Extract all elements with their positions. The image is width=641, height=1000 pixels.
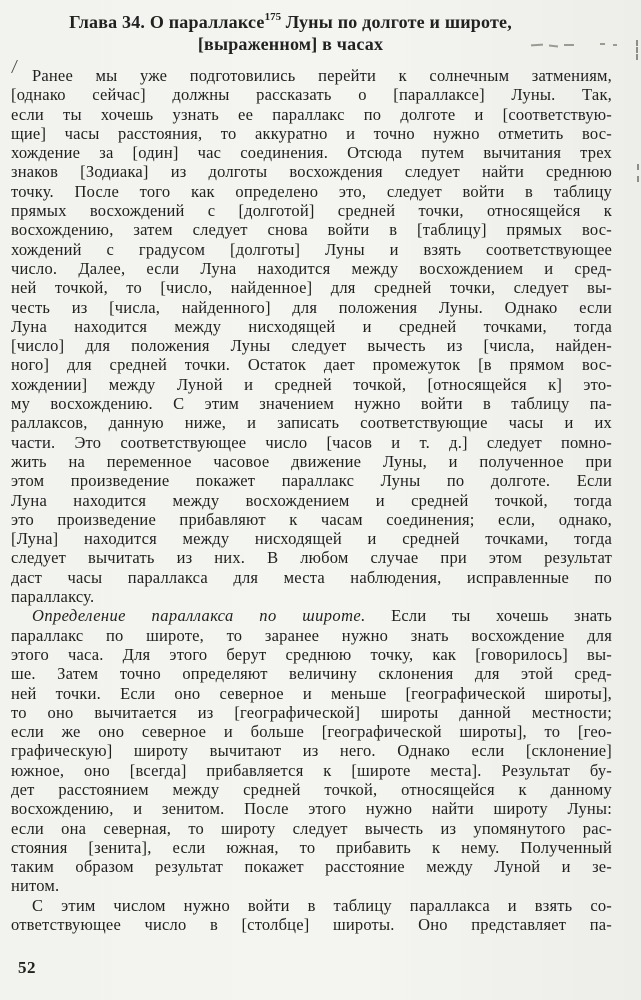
text-line: му восхождению. С этим значением нужно войти в таблицу па- <box>11 394 612 414</box>
text-line: это произведение прибавляют к часам соединения; если, однако, <box>11 509 612 529</box>
text-line: Ранее мы уже подготовились перейти к солнечным затмениям, <box>32 66 612 85</box>
text-line: точку. После того как определено это, следует войти в таблицу <box>11 181 612 201</box>
text-line: восхождению, затем следует снова войти в [таблицу] прямых вос- <box>11 220 612 240</box>
text-line: ответствующее число в [столбце] широты. Оно представляет па- <box>11 915 612 935</box>
footnote-reference: 175 <box>264 11 282 23</box>
text-line: щие] часы расстояния, то аккуратно и точно нужно отметить вос- <box>11 123 612 143</box>
text-line: параллакс по широте, то заранее нужно знать восхождение для <box>11 625 612 645</box>
text-line: то оно вычитается из [географической] широты данной местности; <box>11 702 612 722</box>
text-line: если она северная, то широту следует вычесть из упомянутого рас- <box>11 818 612 838</box>
body-text <box>11 66 612 934</box>
text-line: даст часы параллакса для места наблюдения, исправленные по <box>11 567 612 587</box>
text-line: ного] для средней точки. Остаток дает промежуток [в прямом вос- <box>11 355 612 375</box>
text-line: ней точки. Если оно северное и меньше [географической широты], <box>11 683 612 703</box>
scan-artifact-dash <box>613 44 617 46</box>
text-line: Луна находится между нисходящей и средней точками, тогда <box>11 316 612 336</box>
text-line: [Луна] находится между нисходящей и средней точками, тогда <box>11 529 612 549</box>
text-line: графическую] широту вычитают из него. Однако если [склонение] <box>11 741 612 761</box>
text-line: Определение параллакса по широте. Если ты хочешь знать <box>32 606 612 626</box>
text-line: стояния [зенита], если южная, то прибавить к нему. Полученный <box>11 837 612 857</box>
text-line: ше. Затем точно определяют величину склонения для этой сред- <box>11 664 612 684</box>
text-line: число. Далее, если Луна находится между восхождением и сред- <box>11 258 612 278</box>
text-line: если же оно северное и больше [географической широты], то [гео- <box>11 722 612 742</box>
text-line: если ты хочешь узнать ее параллакс по долготе и [соответствую- <box>11 104 612 124</box>
text-line: жить на переменное часовое движение Луны, и полученное при <box>11 451 612 471</box>
text-line: [однако сейчас] должны рассказать о [параллаксе] Луны. Так, <box>11 85 612 105</box>
text-line: знаков [Зодиака] из долготы восхождения следует найти среднюю <box>11 162 612 182</box>
text-line: следует вычитать из них. В любом случае при этом результат <box>11 548 612 568</box>
chapter-title-text: Глава 34. О параллаксе <box>69 12 265 32</box>
text-line: хождение за [один] час соединения. Отсюда путем вычитания трех <box>11 143 612 163</box>
text-line: южное, оно [всегда] прибавляется к [широте места]. Результат бу- <box>11 760 612 780</box>
scan-artifact-dash <box>600 43 605 45</box>
text-line: честь из [числа, найденного] для положения Луны. Однако если <box>11 297 612 317</box>
text-line: раллаксов, данную ниже, и записать соответствующие часы и их <box>11 413 612 433</box>
text-line: дет расстоянием между средней точкой, относящейся к данному <box>11 779 612 799</box>
chapter-title-text-rest: Луны по долготе и широте, <box>281 12 512 32</box>
text-line: ней точкой, то [число, найденное] для средней точки, следует вы- <box>11 278 612 298</box>
scan-artifact-vertical-dash <box>637 164 639 182</box>
text-line: С этим числом нужно войти в таблицу параллакса и взять со- <box>32 895 612 915</box>
page-number: 52 <box>18 958 36 977</box>
chapter-title-line1 <box>0 7 591 33</box>
text-line: прямых восхождений с [долготой] средней точки, относящейся к <box>11 201 612 221</box>
text-line: нитом. <box>11 876 60 896</box>
text-line: этом произведение покажет параллакс Луны по долготе. Если <box>11 471 612 491</box>
text-line: части. Это соответствующее число [часов и т. д.] следует помно- <box>11 432 612 452</box>
text-line: таким образом результат покажет расстояние между Луной и зе- <box>11 857 612 877</box>
text-line: Луна находится между восхождением и средней точкой, тогда <box>11 490 612 510</box>
scan-artifact-vertical-dash <box>636 40 638 60</box>
text-line: восхождению, и зенитом. После этого нужно найти широту Луны: <box>11 799 612 819</box>
text-line: хождений с градусом [долготы] Луны и взять соответствующее <box>11 239 612 259</box>
text-line: [число] для положения Луны следует вычесть из [числа, найден- <box>11 336 612 356</box>
text-line: хождении] между Луной и средней точкой, [относящейся к] это- <box>11 374 612 394</box>
text-line: этого часа. Для этого берут среднюю точку, как [говорилось] вы- <box>11 644 612 664</box>
chapter-title-line2: [выраженном] в часах <box>197 34 384 54</box>
chapter-title <box>0 7 591 55</box>
text-line: параллаксу. <box>11 587 95 607</box>
